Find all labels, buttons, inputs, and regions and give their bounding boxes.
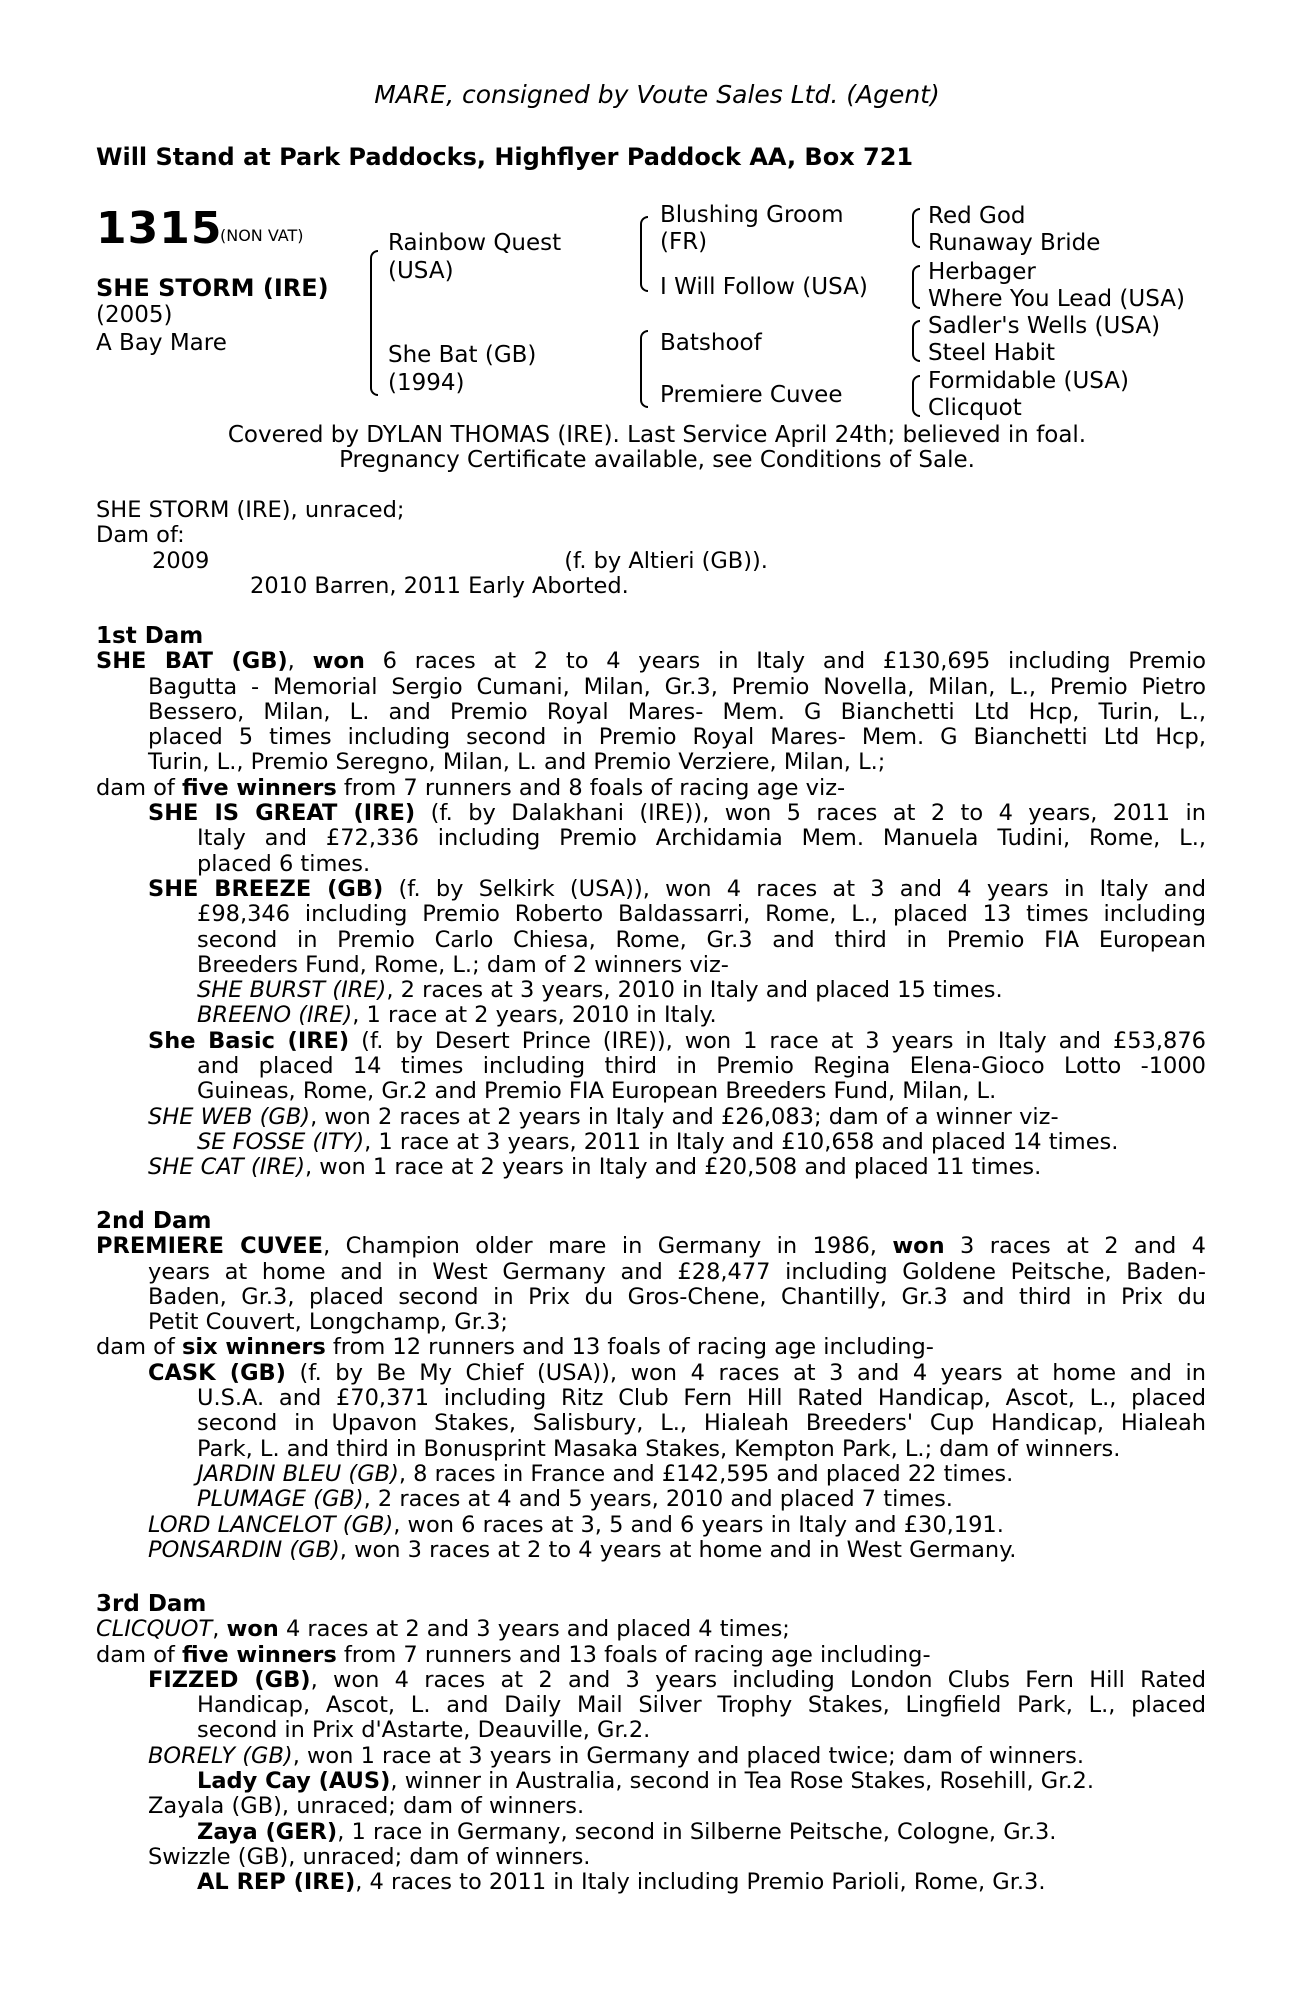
sire-brace <box>640 216 648 292</box>
third-dam-progeny-2: BORELY (GB), won 1 race at 3 years in Germany and placed twice; dam of winners. <box>148 1742 1084 1769</box>
second-dam-progeny-3: PONSARDIN (GB), won 3 races at 2 to 4 years at home and in West Germany. <box>148 1536 1017 1563</box>
first-dam-grandprogeny-3: SE FOSSE (ITY), 1 race at 3 years, 2011 in Italy and £10,658 and placed 14 times. <box>197 1128 1119 1155</box>
horse-description: A Bay Mare <box>96 330 227 356</box>
ancestor-1: Red God <box>928 203 1026 229</box>
vat-status: (NON VAT) <box>220 226 304 245</box>
first-dam-name: SHE BAT (GB) <box>96 648 288 675</box>
third-dam-grandprogeny-1: Lady Cay (AUS), winner in Australia, second in Tea Rose Stakes, Rosehill, Gr.2. <box>197 1768 1094 1795</box>
lot-number: 1315 <box>96 203 223 254</box>
produce-2009-foal: (f. by Altieri (GB)). <box>564 547 768 574</box>
horse-name: SHE STORM (IRE) <box>96 274 329 302</box>
stand-location: Will Stand at Park Paddocks, Highflyer Paddock AA, Box 721 <box>96 143 914 171</box>
dam-name: She Bat (GB) <box>388 342 537 368</box>
produce-record <box>96 498 1206 599</box>
sire-name: Rainbow Quest <box>388 230 562 256</box>
ancestor-8: Clicquot <box>928 395 1022 421</box>
produce-2009-year: 2009 <box>152 547 210 574</box>
g2-brace <box>912 265 920 309</box>
sire-sire-name: Blushing Groom <box>660 202 844 228</box>
sire-dam-name: I Will Follow (USA) <box>660 274 868 300</box>
g4-brace <box>912 375 920 417</box>
third-dam-progeny-3: Zayala (GB), unraced; dam of winners. <box>148 1793 585 1820</box>
first-dam-progeny-4: SHE WEB (GB), won 2 races at 2 years in Italy and £26,083; dam of a winner viz- <box>148 1103 1059 1130</box>
ancestor-2: Runaway Bride <box>928 230 1101 256</box>
covered-line-2: Pregnancy Certificate available, see Conditions of Sale. <box>339 447 975 473</box>
second-dam-grandprogeny-1: JARDIN BLEU (GB), 8 races in France and £142,595 and placed 22 times. <box>197 1460 1014 1487</box>
ancestor-3: Herbager <box>928 259 1036 285</box>
second-dam-name: PREMIERE CUVEE <box>96 1233 324 1260</box>
sire-sire-origin: (FR) <box>660 229 708 255</box>
second-dam-grandprogeny-2: PLUMAGE (GB), 2 races at 4 and 5 years, 2010 and placed 7 times. <box>197 1486 953 1513</box>
third-dam-name: CLICQUOT <box>96 1616 213 1643</box>
third-dam-dam-of: dam of five winners from 7 runners and 13 foals of racing age including- <box>96 1641 931 1668</box>
ancestor-6: Steel Habit <box>928 340 1056 366</box>
dam-dam-name: Premiere Cuvee <box>660 382 843 408</box>
first-dam-section: 1st Dam SHE BAT (GB), won 6 races at 2 to 4 years in Italy and £130,695 including Premio Bagutta - Memorial Sergio Cumani, Milan, Gr.3, Premio Novella, Milan, L., Premio Pietro Bessero, Milan, L. and Premio Royal Mares- Mem. G Bianchetti Ltd Hcp, Turin, L., placed 5 times including second in Premio Royal Mares- Mem. G Bianchetti Ltd Hcp, Turin, L., Premio Seregno, Milan, L. and Premio Verziere, Milan, L.; dam of five winners from 7 runners and 8 foals of racing age viz- SHE IS GREAT (IRE) (f. by Dalakhani (IRE)), won 5 races at 2 to 4 years, 2011 in Italy and £72,336 including Premio Archidamia Mem. Manuela Tudini, Rome, L., placed 6 times. SHE BREEZE (GB) (f. by Selkirk (USA)), won 4 races at 3 and 4 years in Italy and £98,346 including Premio Roberto Baldassarri, Rome, L., placed 13 times including second in Premio Carlo Chiesa, Rome, Gr.3 and third in Premio FIA European Breeders Fund, Rome, L.; dam of 2 winners viz- SHE BURST (IRE), 2 races at 3 years, 2010 in Italy and placed 15 times. BREENO (IRE), 1 race at 2 years, 2010 in Italy. She Basic (IRE) (f. by Desert Prince (IRE)), won 1 race at 3 years in Italy and £53,876 and placed 14 times including third in Premio Regina Elena-Gioco Lotto -1000 Guineas, Rome, Gr.2 and Premio FIA European Breeders Fund, Milan, L. SHE WEB (GB), won 2 races at 2 years in Italy and £26,083; dam of a winner viz- SE FOSSE (ITY), 1 race at 3 years, 2011 in Italy and £10,658 and placed 14 times. SHE CAT (IRE), won 1 race at 2 years in Italy and £20,508 and placed 11 times. <box>96 623 1207 1181</box>
first-dam-progeny-3: She Basic (IRE) (f. by Desert Prince (IRE)), won 1 race at 3 years in Italy and £53,876 <box>148 1027 1207 1054</box>
ancestor-5: Sadler's Wells (USA) <box>928 313 1161 339</box>
third-dam-progeny-1: FIZZED (GB), won 4 races at 2 and 3 years including London Clubs Fern Hill Rated <box>148 1666 1207 1693</box>
first-dam-heading: 1st Dam <box>96 623 204 649</box>
third-dam-main: CLICQUOT, won 4 races at 2 and 3 years and placed 4 times; <box>96 1616 790 1643</box>
first-dam-progeny-1: SHE IS GREAT (IRE) (f. by Dalakhani (IRE)), won 5 races at 2 to 4 years, 2011 in <box>148 800 1207 827</box>
dam-brace <box>640 330 648 408</box>
first-dam-grandprogeny-1: SHE BURST (IRE), 2 races at 3 years, 2010 in Italy and placed 15 times. <box>197 977 1003 1004</box>
foaling-year: (2005) <box>96 302 173 328</box>
first-dam-progeny-5: SHE CAT (IRE), won 1 race at 2 years in Italy and £20,508 and placed 11 times. <box>148 1154 1042 1181</box>
first-dam-main: SHE BAT (GB), won 6 races at 2 to 4 years in Italy and £130,695 including Premio <box>96 648 1206 675</box>
produce-dam-of: Dam of: <box>96 522 185 549</box>
first-dam-grandprogeny-2: BREENO (IRE), 1 race at 2 years, 2010 in Italy. <box>197 1002 717 1029</box>
dam-year: (1994) <box>388 370 465 396</box>
g1-brace <box>912 208 920 248</box>
first-dam-dam-of: dam of five winners from 7 runners and 8 foals of racing age viz- <box>96 774 846 801</box>
third-dam-grandprogeny-3: AL REP (IRE), 4 races to 2011 in Italy including Premio Parioli, Rome, Gr.3. <box>197 1869 1046 1896</box>
second-dam-progeny-1: CASK (GB) (f. by Be My Chief (USA)), won 4 races at 3 and 4 years at home and in <box>148 1359 1206 1386</box>
third-dam-progeny-4: Swizzle (GB), unraced; dam of winners. <box>148 1843 591 1870</box>
page-title: MARE, consigned by Voute Sales Ltd. (Agent) <box>374 80 940 109</box>
second-dam-heading: 2nd Dam <box>96 1208 212 1234</box>
ancestor-4: Where You Lead (USA) <box>928 286 1185 312</box>
produce-intro: SHE STORM (IRE), unraced; <box>96 497 405 523</box>
ancestor-7: Formidable (USA) <box>928 368 1130 394</box>
produce-later: 2010 Barren, 2011 Early Aborted. <box>250 572 629 599</box>
g3-brace <box>912 320 920 362</box>
second-dam-dam-of: dam of six winners from 12 runners and 13 foals of racing age including- <box>96 1334 934 1361</box>
third-dam-heading: 3rd Dam <box>96 1591 207 1617</box>
produce-2009 <box>96 549 1206 574</box>
covered-line-1: Covered by DYLAN THOMAS (IRE). Last Service April 24th; believed in foal. <box>227 422 1087 448</box>
pedigree-brace <box>370 250 378 396</box>
third-dam-section: 3rd Dam CLICQUOT, won 4 races at 2 and 3 years and placed 4 times; dam of five winners from 7 runners and 13 foals of racing age including- FIZZED (GB), won 4 races at 2 and 3 years including London Clubs Fern Hill Rated Handicap, Ascot, L. and Daily Mail Silver Trophy Stakes, Lingfield Park, L., placed second in Prix d'Astarte, Deauville, Gr.2. BORELY (GB), won 1 race at 3 years in Germany and placed twice; dam of winners. Lady Cay (AUS), winner in Australia, second in Tea Rose Stakes, Rosehill, Gr.2. Zayala (GB), unraced; dam of winners. Zaya (GER), 1 race in Germany, second in Silberne Peitsche, Cologne, Gr.3. Swizzle (GB), unraced; dam of winners. AL REP (IRE), 4 races to 2011 in Italy including Premio Parioli, Rome, Gr.3. <box>96 1591 1207 1896</box>
second-dam-section: 2nd Dam PREMIERE CUVEE, Champion older mare in Germany in 1986, won 3 races at 2 and 4 years at home and in West Germany and £28,477 including Goldene Peitsche, Baden- Baden, Gr.3, placed second in Prix du Gros-Chene, Chantilly, Gr.3 and third in Prix du Petit Couvert, Longchamp, Gr.3; dam of six winners from 12 runners and 13 foals of racing age including- CASK (GB) (f. by Be My Chief (USA)), won 4 races at 3 and 4 years at home and in U.S.A. and £70,371 including Ritz Club Fern Hill Rated Handicap, Ascot, L., placed second in Upavon Stakes, Salisbury, L., Hialeah Breeders' Cup Handicap, Hialeah Park, L. and third in Bonusprint Masaka Stakes, Kempton Park, L.; dam of winners. JARDIN BLEU (GB), 8 races in France and £142,595 and placed 22 times. PLUMAGE (GB), 2 races at 4 and 5 years, 2010 and placed 7 times. LORD LANCELOT (GB), won 6 races at 3, 5 and 6 years in Italy and £30,191. PONSARDIN (GB), won 3 races at 2 to 4 years at home and in West Germany. <box>96 1208 1207 1563</box>
first-dam-progeny-2: SHE BREEZE (GB) (f. by Selkirk (USA)), won 4 races at 3 and 4 years in Italy and <box>148 875 1207 902</box>
third-dam-grandprogeny-2: Zaya (GER), 1 race in Germany, second in Silberne Peitsche, Cologne, Gr.3. <box>197 1818 1057 1845</box>
second-dam-main: PREMIERE CUVEE, Champion older mare in Germany in 1986, won 3 races at 2 and 4 <box>96 1233 1207 1260</box>
sire-origin: (USA) <box>388 258 454 284</box>
dam-sire-name: Batshoof <box>660 330 762 356</box>
second-dam-progeny-2: LORD LANCELOT (GB), won 6 races at 3, 5 and 6 years in Italy and £30,191. <box>148 1511 1004 1538</box>
